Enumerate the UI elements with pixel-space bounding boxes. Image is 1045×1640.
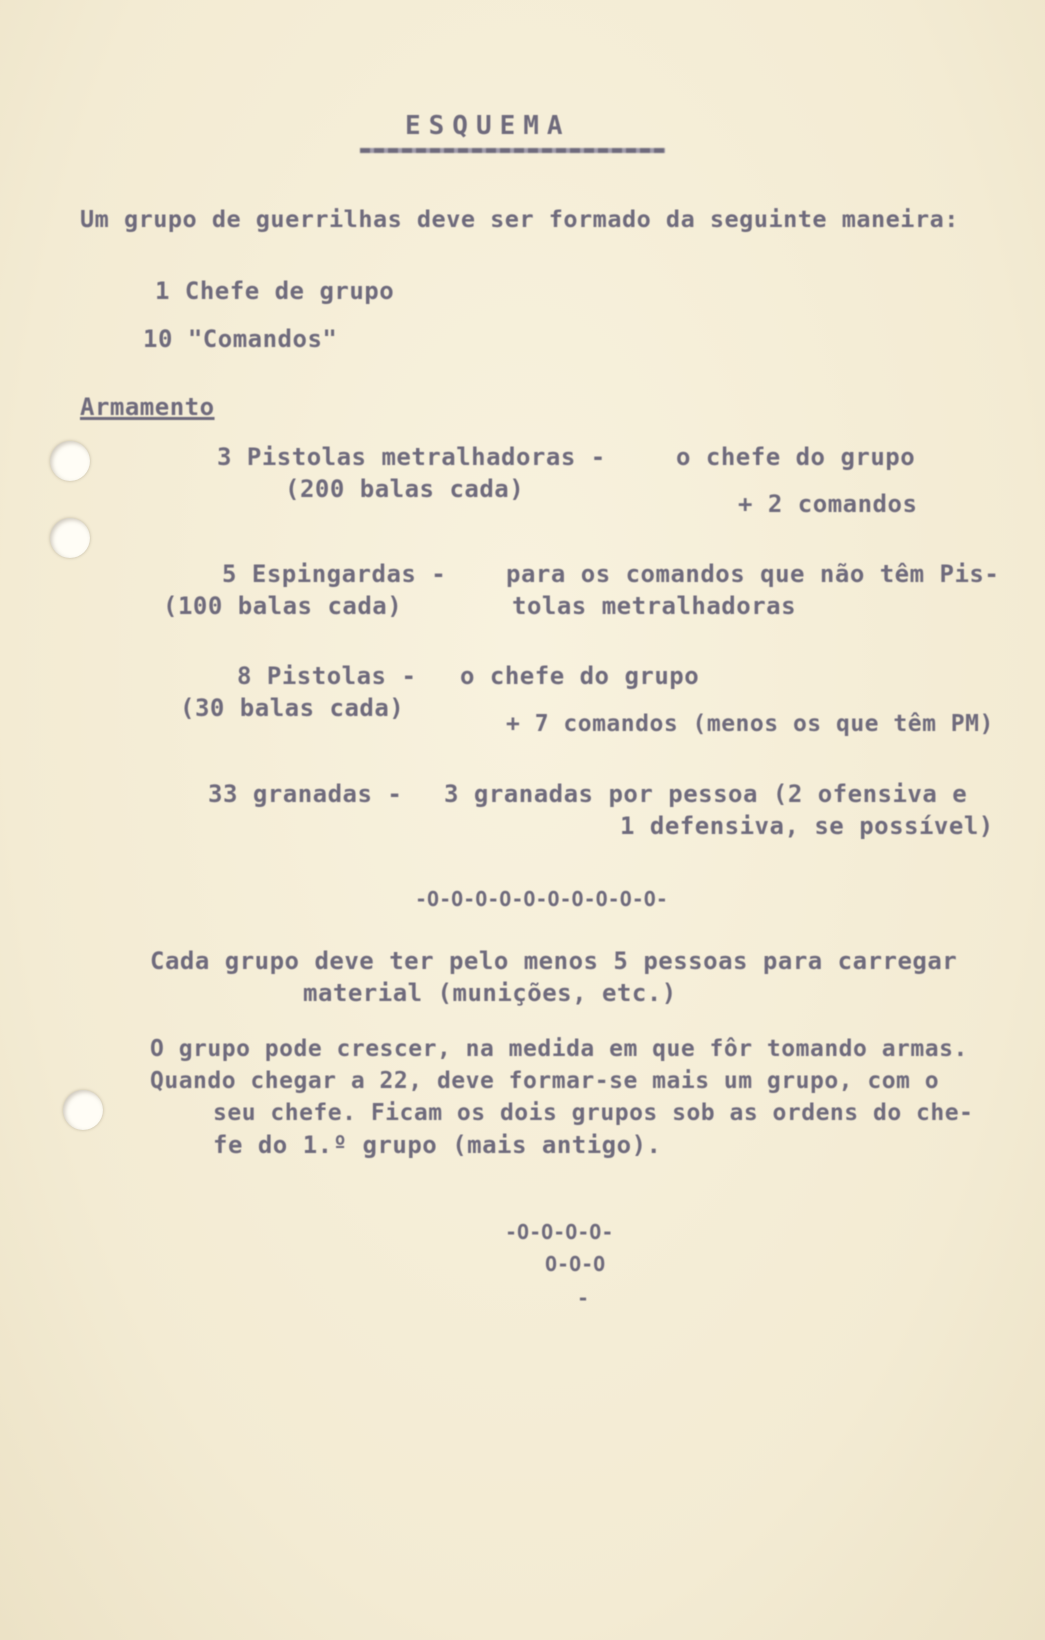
armament-note-2a: para os comandos que não têm Pis- [506,560,1000,588]
paragraph-2-line-4: fe do 1.º grupo (mais antigo). [213,1131,662,1159]
end-mark-1: -O-O-O-O- [505,1220,614,1244]
armament-item-3: 8 Pistolas - [237,662,417,690]
composition-chief: 1 Chefe de grupo [155,277,395,305]
end-mark-2: O-O-O [545,1252,606,1276]
armament-note-3a: o chefe do grupo [460,662,700,690]
paragraph-2-line-3: seu chefe. Ficam os dois grupos sob as ordens do che- [213,1100,974,1126]
end-mark-3: - [577,1286,590,1310]
armament-note-1a: o chefe do grupo [676,443,916,471]
armament-note-3b: + 7 comandos (menos os que têm PM) [506,711,994,737]
armament-rounds-3: (30 balas cada) [180,694,405,722]
composition-commandos: 10 "Comandos" [143,325,338,353]
punch-hole-top [50,441,90,481]
title-underline [360,148,665,153]
armament-rounds-1: (200 balas cada) [285,475,525,503]
paragraph-2-line-2: Quando chegar a 22, deve formar-se mais um grupo, com o [150,1068,940,1094]
paragraph-1-line-1: Cada grupo deve ter pelo menos 5 pessoas para carregar [150,947,958,975]
punch-hole-middle [50,518,90,558]
armament-item-1: 3 Pistolas metralhadoras - [217,443,606,471]
section-separator: -O-O-O-O-O-O-O-O-O-O- [415,887,668,911]
armament-item-4: 33 granadas - [208,780,403,808]
armament-note-4a: 3 granadas por pessoa (2 ofensiva e [444,780,968,808]
punch-hole-bottom [63,1090,103,1130]
armament-note-1b: + 2 comandos [738,490,918,518]
armament-heading: Armamento [80,393,215,421]
document-title: ESQUEMA [405,111,571,141]
intro-text: Um grupo de guerrilhas deve ser formado da seguinte maneira: [80,205,959,233]
paragraph-2-line-1: O grupo pode crescer, na medida em que fôr tomando armas. [150,1036,968,1062]
armament-rounds-2: (100 balas cada) [163,592,403,620]
paragraph-1-line-2: material (munições, etc.) [303,979,677,1007]
armament-note-2b: tolas metralhadoras [512,592,797,620]
armament-item-2: 5 Espingardas - [222,560,447,588]
armament-note-4b: 1 defensiva, se possível) [620,812,994,840]
